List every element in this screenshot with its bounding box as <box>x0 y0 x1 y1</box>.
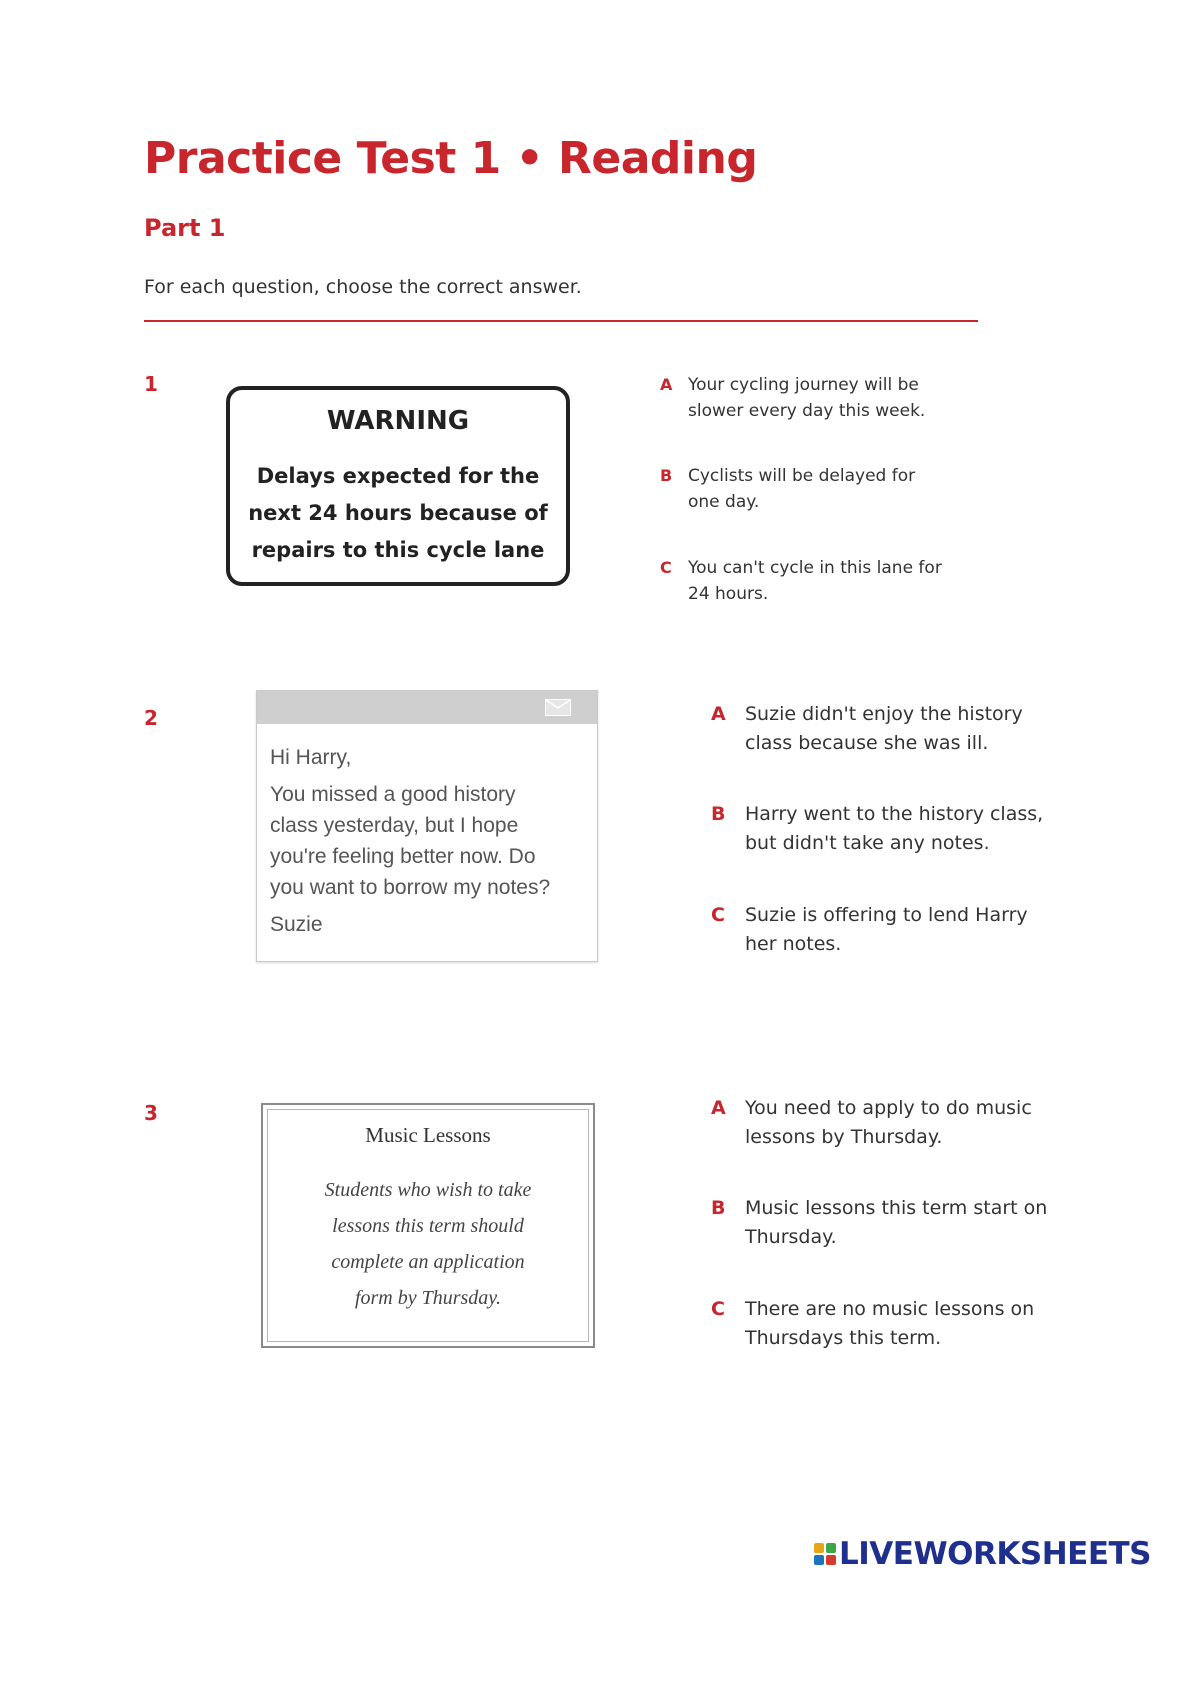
answer-option-c[interactable] <box>711 901 1071 959</box>
option-text: Harry went to the history class, but didn't take any notes. <box>745 803 1044 854</box>
option-text: You can't cycle in this lane for 24 hours. <box>688 558 942 604</box>
option-text: Music lessons this term start on Thursday. <box>745 1197 1048 1248</box>
warning-sign <box>226 386 570 586</box>
message-text: You missed a good history class yesterday, but I hope you're feeling better now. Do you want to borrow my notes? <box>270 783 551 899</box>
notice-board <box>261 1103 595 1348</box>
page-title: Practice Test 1 • Reading <box>144 133 758 184</box>
liveworksheets-logo-icon <box>813 1542 837 1566</box>
question-number: 2 <box>144 706 158 730</box>
notice-title: Music Lessons <box>365 1123 491 1147</box>
envelope-icon <box>545 699 571 716</box>
answer-option-b[interactable] <box>711 800 1071 858</box>
message-body <box>257 724 597 940</box>
option-letter: A <box>711 1097 726 1119</box>
option-letter: B <box>711 1197 726 1219</box>
answer-option-b[interactable] <box>660 463 980 515</box>
option-letter: C <box>711 1298 725 1320</box>
option-text: There are no music lessons on Thursdays this term. <box>745 1298 1035 1349</box>
message-greeting: Hi Harry, <box>270 746 352 769</box>
question-number: 1 <box>144 372 158 396</box>
answer-option-c[interactable] <box>660 555 980 607</box>
notice-text: Students who wish to take lessons this term should complete an application form by Thursday. <box>324 1179 532 1309</box>
warning-sign-text: Delays expected for the next 24 hours because of repairs to this cycle lane <box>248 464 548 562</box>
instruction-text: For each question, choose the correct answer. <box>144 276 582 298</box>
answer-option-a[interactable] <box>711 1094 1071 1152</box>
part-heading: Part 1 <box>144 214 226 242</box>
option-letter: A <box>711 703 726 725</box>
question-number: 3 <box>144 1101 158 1125</box>
option-letter: C <box>660 558 672 577</box>
answer-option-a[interactable] <box>711 700 1071 758</box>
liveworksheets-logo <box>813 1536 1151 1572</box>
answer-option-c[interactable] <box>711 1295 1071 1353</box>
option-letter: A <box>660 375 673 394</box>
message-header-bar <box>257 691 597 724</box>
message-signature: Suzie <box>270 913 323 936</box>
option-text: Your cycling journey will be slower every day this week. <box>688 375 926 421</box>
option-text: You need to apply to do music lessons by Thursday. <box>745 1097 1032 1148</box>
logo-text: LIVEWORKSHEETS <box>839 1536 1151 1572</box>
divider <box>144 320 978 322</box>
option-text: Suzie is offering to lend Harry her notes. <box>745 904 1028 955</box>
message-card <box>256 690 598 962</box>
answer-option-a[interactable] <box>660 372 980 424</box>
option-letter: B <box>660 466 673 485</box>
warning-sign-title: WARNING <box>326 406 470 436</box>
option-text: Cyclists will be delayed for one day. <box>688 466 916 512</box>
option-letter: B <box>711 803 726 825</box>
option-letter: C <box>711 904 725 926</box>
answer-option-b[interactable] <box>711 1194 1071 1252</box>
option-text: Suzie didn't enjoy the history class because she was ill. <box>745 703 1023 754</box>
notice-inner-border <box>267 1109 589 1342</box>
